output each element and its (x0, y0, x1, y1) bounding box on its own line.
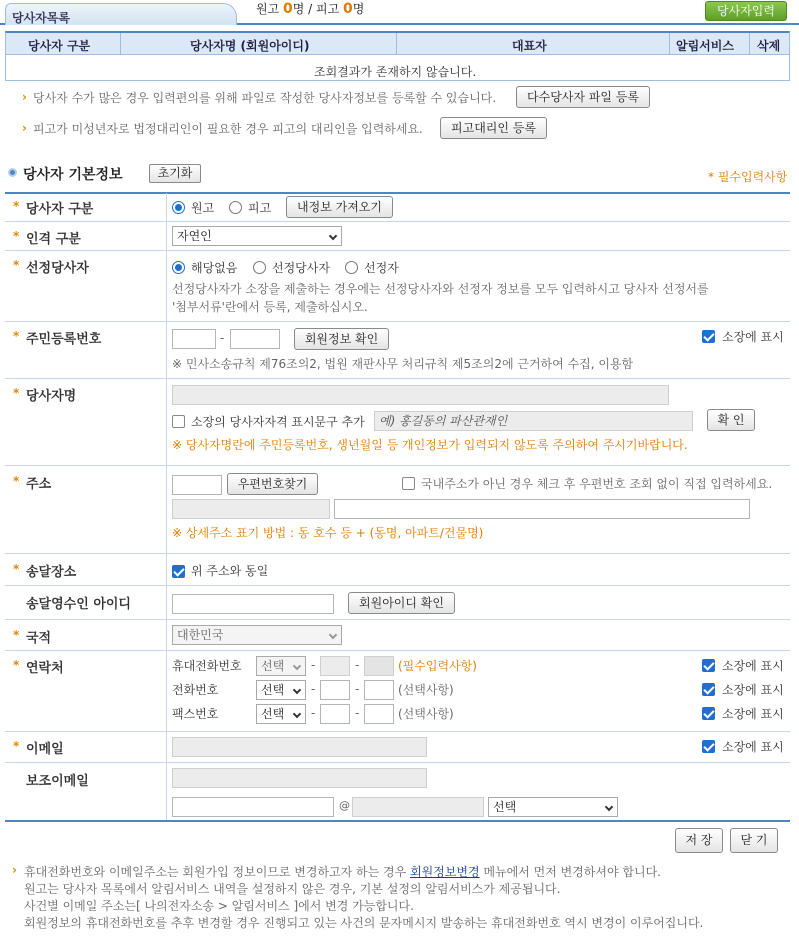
footer-line-2: 원고는 당사자 목록에서 알림서비스 내역을 설정하지 않은 경우, 기본 설정의 알림서비스가 제공됩니다. (24, 882, 561, 896)
chevron-right-icon: › (22, 121, 27, 135)
defendant-label: 명 / 피고 (292, 2, 344, 16)
mobile-note: (필수입력사항) (398, 659, 477, 673)
chevron-right-icon: › (22, 90, 27, 104)
table-header (6, 33, 789, 55)
dash: - (220, 331, 225, 345)
qualification-checkbox[interactable] (172, 415, 185, 428)
label-sub-email: 보조이메일 (26, 774, 89, 789)
radio-none[interactable] (172, 261, 185, 274)
same-address-checkbox[interactable] (172, 565, 185, 578)
chevron-down-icon (293, 662, 301, 670)
mobile-label: 휴대전화번호 (172, 659, 242, 673)
dash: - (311, 706, 316, 720)
empty-message: 조회결과가 존재하지 않습니다. (314, 65, 477, 79)
label-delivery-place: 송달장소 (26, 565, 77, 580)
party-list-table (5, 31, 790, 81)
sub-email-domain-select[interactable] (488, 797, 618, 817)
col-notify: 알림서비스 (676, 39, 734, 53)
footer-line-1 (24, 863, 661, 880)
required-note: * 필수입력사항 (708, 170, 788, 184)
load-my-info-button[interactable]: 내정보 가져오기 (286, 196, 393, 218)
sub-email-domain-input[interactable] (352, 797, 484, 817)
label-email: 이메일 (26, 742, 64, 757)
dash: - (355, 706, 360, 720)
selected-party-desc-1: 선정당사자가 소장을 제출하는 경우에는 선정당사자와 선정자 정보를 모두 입력하시고 당사자 선정서를 (172, 282, 709, 296)
close-button[interactable]: 닫 기 (730, 828, 778, 853)
fax-note: (선택사항) (398, 707, 454, 721)
unit-label: 명 (352, 2, 365, 16)
chevron-down-icon (605, 803, 613, 811)
section-title: 당사자 기본정보 (23, 167, 123, 183)
email-input[interactable] (172, 737, 427, 757)
chevron-down-icon (293, 686, 301, 694)
party-name-input[interactable] (172, 385, 669, 405)
at-sign: @ (339, 799, 350, 812)
col-delete: 삭제 (757, 39, 781, 53)
fax-prefix-select[interactable] (256, 704, 306, 724)
required-star: * (13, 739, 20, 753)
chevron-down-icon (329, 631, 337, 639)
reset-button[interactable]: 초기화 (149, 164, 201, 183)
qualification-placeholder: 예) 홍길동의 파산관재인 (379, 414, 508, 428)
phone-last-input[interactable] (364, 680, 394, 700)
address-base-input[interactable] (172, 499, 330, 519)
phone-prefix-select[interactable] (256, 680, 306, 700)
mobile-middle-input[interactable] (320, 656, 350, 676)
qualification-input[interactable] (374, 411, 693, 431)
show-resident-checkbox[interactable] (702, 330, 715, 343)
dash: - (311, 682, 316, 696)
receiver-id-input[interactable] (172, 594, 334, 614)
nationality-select[interactable] (172, 625, 342, 645)
label-contact: 연락처 (26, 661, 64, 676)
chevron-down-icon (329, 232, 337, 240)
sub-email-display (172, 768, 427, 788)
label-address: 주소 (26, 477, 52, 492)
footer-line-3: 사건별 이메일 주소는[ 나의전자소송 > 알림서비스 ]에서 변경 가능합니다. (24, 899, 414, 913)
label-party-type: 당사자 구분 (26, 202, 94, 217)
label-person-type: 인격 구분 (26, 232, 81, 247)
fax-middle-input[interactable] (320, 704, 350, 724)
required-star: * (13, 474, 20, 488)
tab-title: 당사자목록 (12, 11, 70, 25)
dash: - (355, 682, 360, 696)
radio-defendant[interactable] (229, 201, 242, 214)
resident-number-front-input[interactable] (172, 329, 216, 349)
label-nationality: 국적 (26, 631, 52, 646)
defendant-agent-button[interactable]: 피고대리인 등록 (440, 117, 547, 139)
radio-none-label: 해당없음 (191, 261, 238, 275)
member-info-change-link[interactable]: 회원정보변경 (410, 865, 480, 879)
label-receiver-id: 송달영수인 아이디 (26, 597, 131, 612)
show-fax-label: 소장에 표시 (722, 707, 784, 721)
fax-prefix-value: 선택 (261, 707, 285, 721)
phone-middle-input[interactable] (320, 680, 350, 700)
qualification-check-label: 소장의 당사자자격 표시문구 추가 (191, 415, 365, 429)
person-type-value: 자연인 (177, 229, 212, 243)
zipcode-search-button[interactable]: 우편번호찾기 (227, 473, 318, 495)
foreign-address-checkbox[interactable] (402, 477, 415, 490)
col-representative: 대표자 (512, 39, 547, 53)
selected-party-desc-2: '첨부서류'란에서 등록, 제출하십시오. (172, 300, 368, 314)
same-address-label: 위 주소와 동일 (191, 564, 269, 578)
radio-selected-party[interactable] (253, 261, 266, 274)
footer-line-1-prefix: 휴대전화번호와 이메일주소는 회원가입 정보이므로 변경하고자 하는 경우 (24, 865, 411, 879)
minor-note: 피고가 미성년자로 법정대리인이 필요한 경우 피고의 대리인을 입력하세요. (33, 122, 423, 136)
zipcode-input[interactable] (172, 475, 222, 495)
fax-label: 팩스번호 (172, 707, 219, 721)
resident-number-back-input[interactable] (230, 329, 280, 349)
show-email-checkbox[interactable] (702, 740, 715, 753)
resident-note: ※ 민사소송규칙 제76조의2, 법원 재판사무 처리규칙 제5조의2에 근거하여 수집, 이용함 (172, 357, 634, 371)
show-phone-checkbox[interactable] (702, 683, 715, 696)
required-star: * (13, 628, 20, 642)
multi-party-note: 당사자 수가 많은 경우 입력편의를 위해 파일로 작성한 당사자정보를 등록할 수 있습니다. (33, 91, 497, 105)
save-button[interactable]: 저 장 (675, 828, 723, 853)
show-mobile-checkbox[interactable] (702, 659, 715, 672)
domain-select-value: 선택 (493, 800, 517, 814)
member-id-confirm-button[interactable]: 회원아이디 확인 (348, 592, 455, 614)
party-name-confirm-button[interactable]: 확 인 (707, 409, 755, 431)
person-type-select[interactable] (172, 226, 342, 246)
required-star: * (13, 199, 20, 213)
radio-defendant-label: 피고 (248, 201, 272, 215)
nationality-value: 대한민국 (177, 628, 224, 642)
sub-email-id-input[interactable] (172, 797, 334, 817)
foreign-address-label: 국내주소가 아닌 경우 체크 후 우편번호 조회 없이 직접 입력하세요. (421, 477, 773, 491)
label-selected-party: 선정당사자 (26, 261, 89, 276)
show-fax-checkbox[interactable] (702, 707, 715, 720)
mobile-prefix-value: 선택 (261, 659, 285, 673)
radio-plaintiff-label: 원고 (191, 201, 215, 215)
show-email-label: 소장에 표시 (722, 740, 784, 754)
label-party-name: 당사자명 (26, 389, 77, 404)
dash: - (355, 658, 360, 672)
radio-selected-party-label: 선정당사자 (272, 261, 330, 275)
party-name-warning: ※ 당사자명란에 주민등록번호, 생년월일 등 개인정보가 입력되지 않도록 주의하여 주시기바랍니다. (172, 438, 688, 452)
radio-selector-label: 선정자 (364, 261, 399, 275)
radio-selector[interactable] (345, 261, 358, 274)
multi-party-upload-button[interactable]: 다수당사자 파일 등록 (516, 86, 650, 108)
chevron-down-icon (293, 710, 301, 718)
party-count-summary (256, 0, 364, 17)
party-input-button[interactable]: 당사자입력 (705, 1, 787, 21)
show-phone-label: 소장에 표시 (722, 683, 784, 697)
required-star: * (13, 258, 20, 272)
footer-line-4: 회원정보의 휴대전화번호를 추후 변경할 경우 진행되고 있는 사건의 문자메시지 발송하는 휴대전화번호 역시 변경이 이루어집니다. (24, 916, 704, 930)
label-resident-number: 주민등록번호 (26, 332, 102, 347)
defendant-count: 0 (343, 1, 353, 17)
plaintiff-label: 원고 (256, 2, 283, 16)
required-star: * (13, 386, 20, 400)
required-star: * (13, 562, 20, 576)
phone-prefix-value: 선택 (261, 683, 285, 697)
required-star: * (13, 658, 20, 672)
member-info-confirm-button[interactable]: 회원정보 확인 (294, 328, 389, 350)
footer-line-1-suffix: 메뉴에서 먼저 변경하셔야 합니다. (479, 865, 661, 879)
bullet-icon (8, 168, 17, 177)
required-star: * (13, 229, 20, 243)
mobile-last-input[interactable] (364, 656, 394, 676)
phone-label: 전화번호 (172, 683, 219, 697)
address-note: ※ 상세주소 표기 방법 : 동 호수 등 + (동명, 아파트/건물명) (172, 526, 484, 540)
show-resident-label: 소장에 표시 (722, 330, 784, 344)
radio-plaintiff[interactable] (172, 201, 185, 214)
required-star: * (13, 329, 20, 343)
show-mobile-label: 소장에 표시 (722, 659, 784, 673)
col-party-type: 당사자 구분 (28, 39, 91, 53)
chevron-right-icon: › (12, 863, 17, 877)
dash: - (311, 658, 316, 672)
plaintiff-count: 0 (283, 1, 293, 17)
fax-last-input[interactable] (364, 704, 394, 724)
col-party-name: 당사자명 (회원아이디) (190, 39, 310, 53)
address-detail-input[interactable] (334, 499, 750, 519)
phone-note: (선택사항) (398, 683, 454, 697)
mobile-prefix-select[interactable] (256, 656, 306, 676)
tab-party-list[interactable] (5, 3, 237, 25)
